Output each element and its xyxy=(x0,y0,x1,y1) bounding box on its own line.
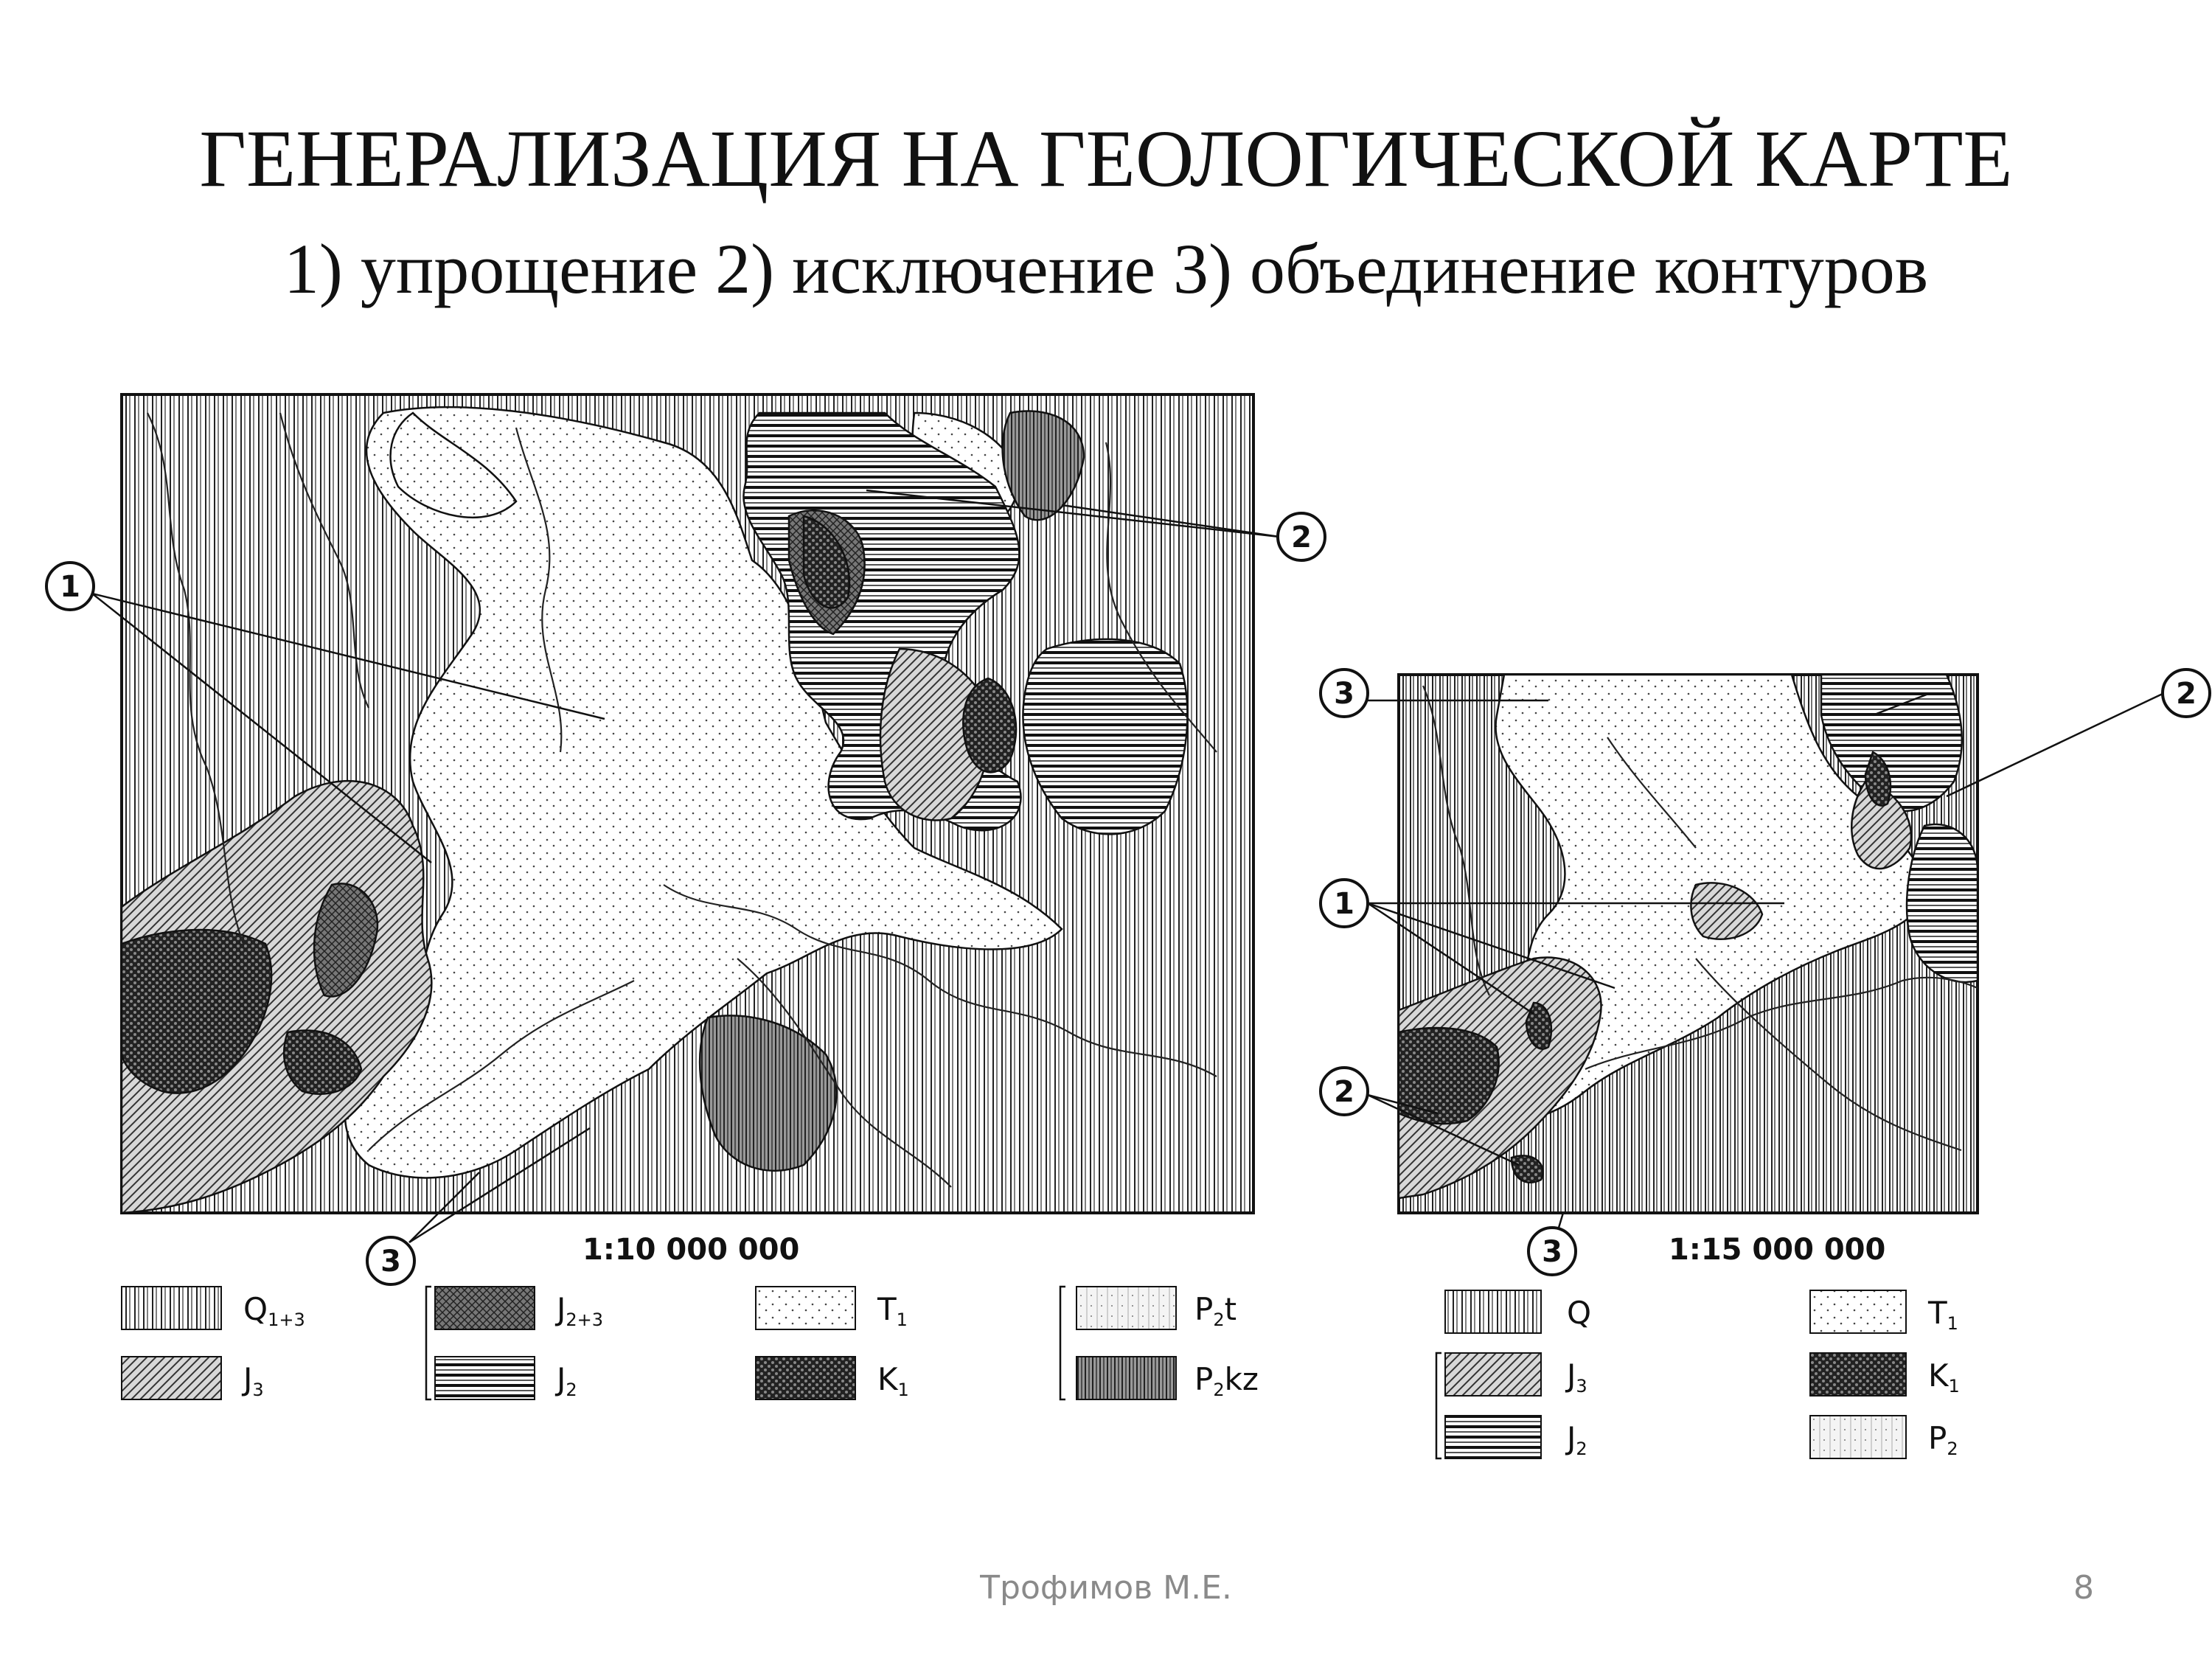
legend-swatch-j3 xyxy=(122,1357,221,1399)
legend-small-swatch-q xyxy=(1445,1290,1541,1333)
callout-2-small-top: 2 xyxy=(2176,677,2197,711)
legend-small-swatch-t1 xyxy=(1810,1290,1906,1333)
legend-label-j3: J3 xyxy=(243,1361,264,1400)
small-map xyxy=(1368,675,2164,1267)
slide-title: ГЕНЕРАЛИЗАЦИЯ НА ГЕОЛОГИЧЕСКОЙ КАРТЕ xyxy=(199,114,2013,204)
legend-label-j2: J2 xyxy=(557,1361,577,1400)
legend-swatch-j2 xyxy=(435,1357,535,1399)
legend-swatch-q13 xyxy=(122,1287,221,1329)
callout-3-small-bottom: 3 xyxy=(1542,1235,1562,1269)
callout-3-large: 3 xyxy=(380,1245,401,1279)
legend-small-swatch-k1 xyxy=(1810,1353,1906,1396)
legend-small-label-j2: J2 xyxy=(1567,1420,1587,1459)
callout-2-small-bottom: 2 xyxy=(1334,1075,1354,1109)
legend-swatch-p2kz xyxy=(1077,1357,1176,1399)
legend-small-label-t1: T1 xyxy=(1928,1295,1958,1334)
legend-large xyxy=(122,1287,1259,1400)
legend-label-t1: T1 xyxy=(877,1291,908,1330)
legend-label-p2kz: P2kz xyxy=(1194,1361,1259,1400)
legend-swatch-k1 xyxy=(756,1357,855,1399)
legend-label-q13: Q1+3 xyxy=(243,1291,305,1330)
legend-small-label-j3: J3 xyxy=(1567,1357,1587,1397)
slide-subtitle: 1) упрощение 2) исключение 3) объединение контуров xyxy=(283,229,1929,308)
legend-small-label-q: Q xyxy=(1567,1295,1592,1331)
legend-small-swatch-p2 xyxy=(1810,1416,1906,1458)
legend-swatch-j23 xyxy=(435,1287,535,1329)
legend-swatch-p2t xyxy=(1077,1287,1176,1329)
legend-label-j23: J2+3 xyxy=(557,1291,604,1330)
small-map-scale: 1:15 000 000 xyxy=(1669,1233,1886,1267)
callout-3-small: 3 xyxy=(1334,677,1354,711)
callout-1-small: 1 xyxy=(1334,887,1354,921)
footer-author: Трофимов М.Е. xyxy=(980,1569,1232,1607)
callout-2-large: 2 xyxy=(1291,521,1312,554)
legend-swatch-t1 xyxy=(756,1287,855,1329)
legend-small-bracket xyxy=(1436,1353,1441,1458)
legend-label-k1: K1 xyxy=(877,1361,909,1400)
large-map xyxy=(92,394,1279,1267)
legend-label-p2t: P2t xyxy=(1194,1291,1237,1330)
legend-small-swatch-j2 xyxy=(1445,1416,1541,1458)
page-number: 8 xyxy=(2073,1569,2094,1607)
legend-small-label-k1: K1 xyxy=(1928,1357,1960,1397)
large-map-scale: 1:10 000 000 xyxy=(582,1233,800,1267)
callout-1-large: 1 xyxy=(60,570,80,604)
legend-small-label-p2: P2 xyxy=(1928,1420,1958,1459)
legend-small-swatch-j3 xyxy=(1445,1353,1541,1396)
legend-small xyxy=(1436,1290,1960,1459)
